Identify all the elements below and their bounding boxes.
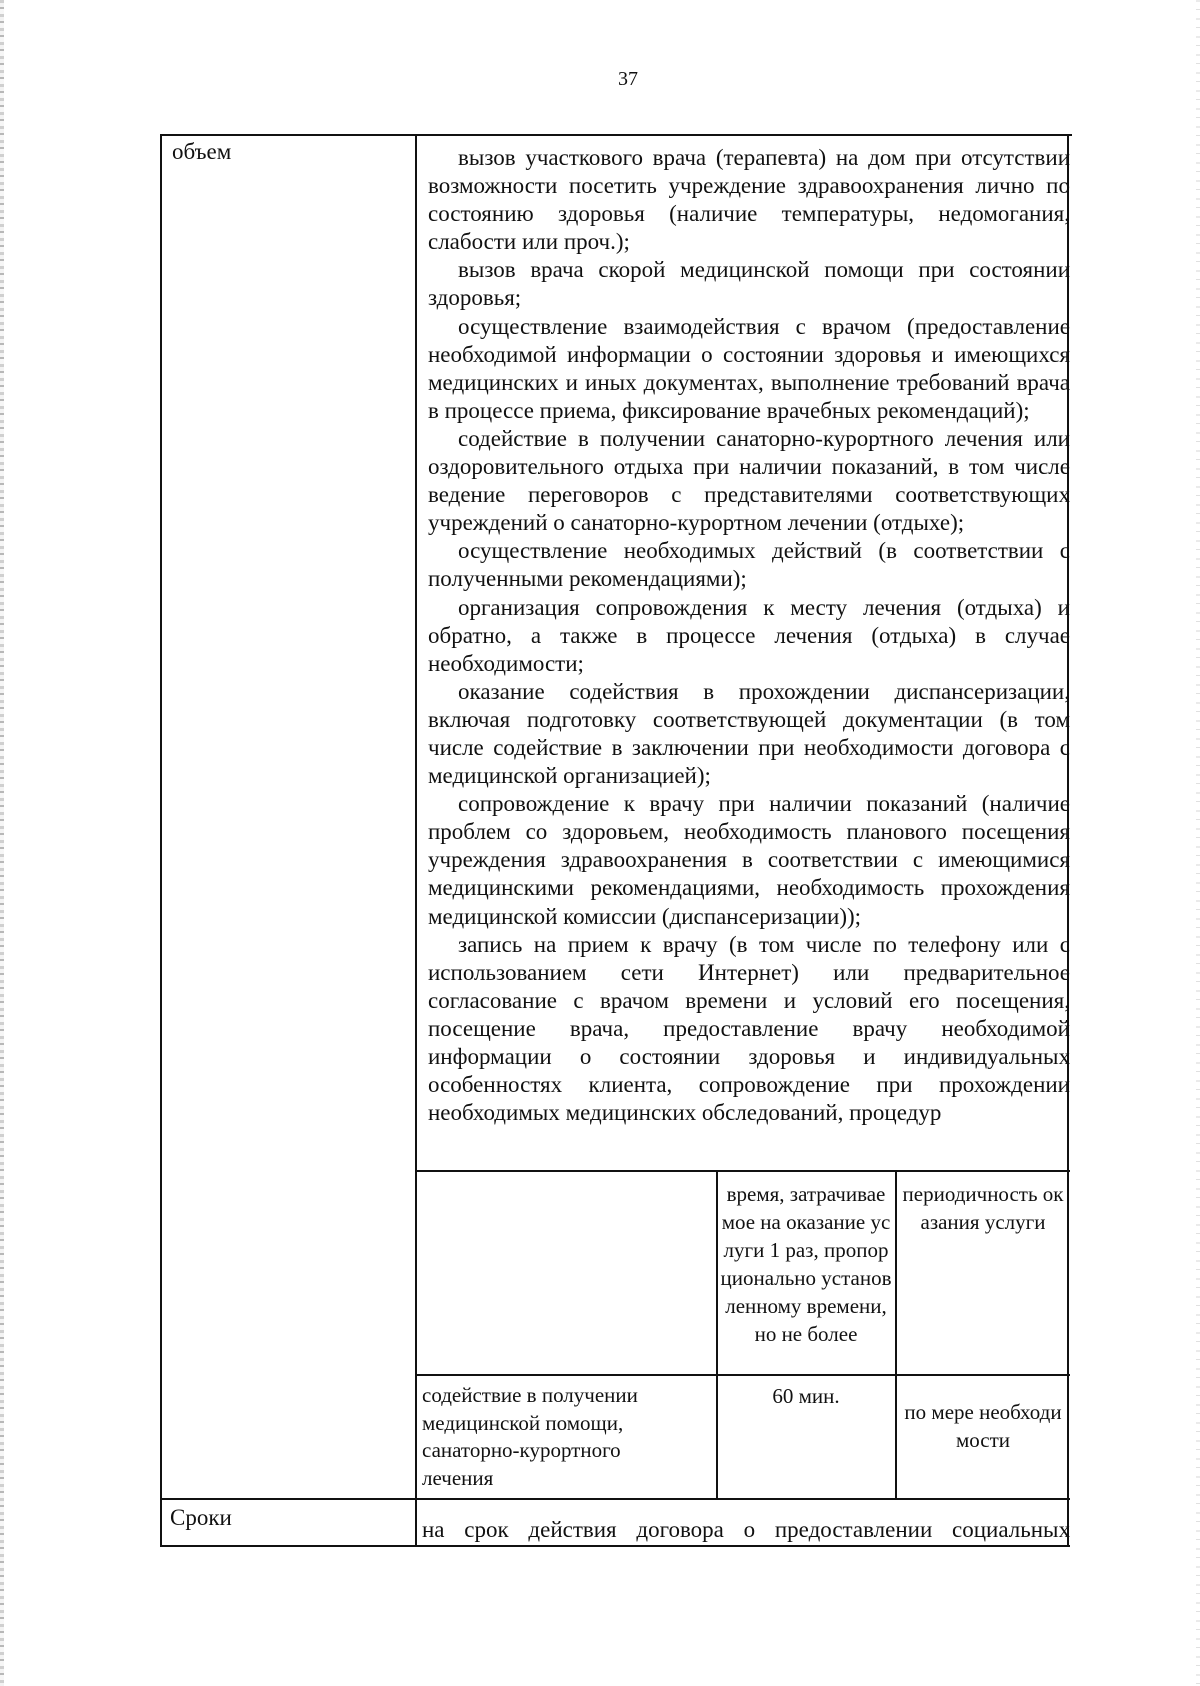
subtable-header-period: периодичность оказания услуги (902, 1182, 1064, 1234)
table-top-border (160, 134, 1072, 136)
scan-edge-left (0, 0, 4, 1686)
volume-paragraph: сопровождение к врачу при наличии показаний (наличие проблем со здоровьем, необходимость планового посещения учреждения здравоохранения в соответствии с имеющимися медицинскими рекомендациями, необходимость прохождения медицинской комиссии (диспансеризации)); (428, 791, 1070, 929)
subtable-service-name: содействие в получении медицинской помощи, санаторно-курортного лечения (422, 1383, 638, 1490)
volume-paragraph: запись на прием к врачу (в том числе по телефону или с использованием сети Интернет) или предварительное согласование с врачом времени и условий его посещения, посещение врача, предоставление врачу необходимой информации о состоянии здоровья и индивидуальных особенностях клиента, сопровождение при прохождении необходимых медицинских обследований, процедур (428, 931, 1070, 1126)
row-label-terms: Сроки (170, 1505, 232, 1530)
volume-paragraph: вызов участкового врача (терапевта) на дом при отсутствии возможности посетить учреждение здравоохранения лично по состоянию здоровья (наличие температуры, недомогания, слабости или проч.); (428, 145, 1070, 255)
subtable-service-period: по мере необходимости (904, 1400, 1062, 1452)
volume-paragraph: вызов врача скорой медицинской помощи при состоянии здоровья; (428, 257, 1070, 311)
volume-paragraph: содействие в получении санаторно-курортного лечения или оздоровительного отдыха при наличии показаний, в том числе ведение переговоров с представителями соответствующих учреждений о санаторно-курортном лечении (отдыхе); (428, 425, 1070, 536)
subtable-top-border (415, 1170, 1070, 1172)
table-bottom-border (160, 1545, 1070, 1547)
volume-paragraph: оказание содействия в прохождении диспансеризации, включая подготовку соответствующей документации (в том числе содействие в заключении при необходимости договора с медицинской организацией); (428, 678, 1070, 789)
row-label-volume: объем (172, 139, 232, 164)
terms-text: на срок действия договора о предоставлении социальных (422, 1517, 1070, 1542)
column-divider (415, 134, 417, 1547)
page-number: 37 (618, 68, 638, 90)
subtable-service-time: 60 мин. (772, 1384, 840, 1408)
subtable-header-time: время, затрачиваемое на оказание услуги 1 раз, пропорционально установленному времени, но не более (720, 1182, 892, 1346)
volume-description (428, 144, 1070, 1127)
volume-paragraph: осуществление необходимых действий (в соответствии с полученными рекомендациями); (428, 538, 1070, 592)
volume-paragraph: осуществление взаимодействия с врачом (предоставление необходимой информации о состоянии здоровья и имеющихся медицинских и иных документах, выполнение требований врача в процессе приема, фиксирование врачебных рекомендаций); (428, 313, 1070, 423)
row-divider-terms (160, 1498, 1070, 1500)
scan-edge-right (1196, 0, 1200, 1686)
subtable-divider-1 (716, 1170, 718, 1498)
subtable-divider-2 (895, 1170, 897, 1498)
subtable-row-divider (415, 1374, 1070, 1376)
volume-paragraph: организация сопровождения к месту лечения (отдыха) и обратно, а также в процессе лечения (отдыха) в случае необходимости; (428, 594, 1070, 676)
table-left-border (160, 134, 162, 1547)
service-table (160, 134, 1072, 1547)
